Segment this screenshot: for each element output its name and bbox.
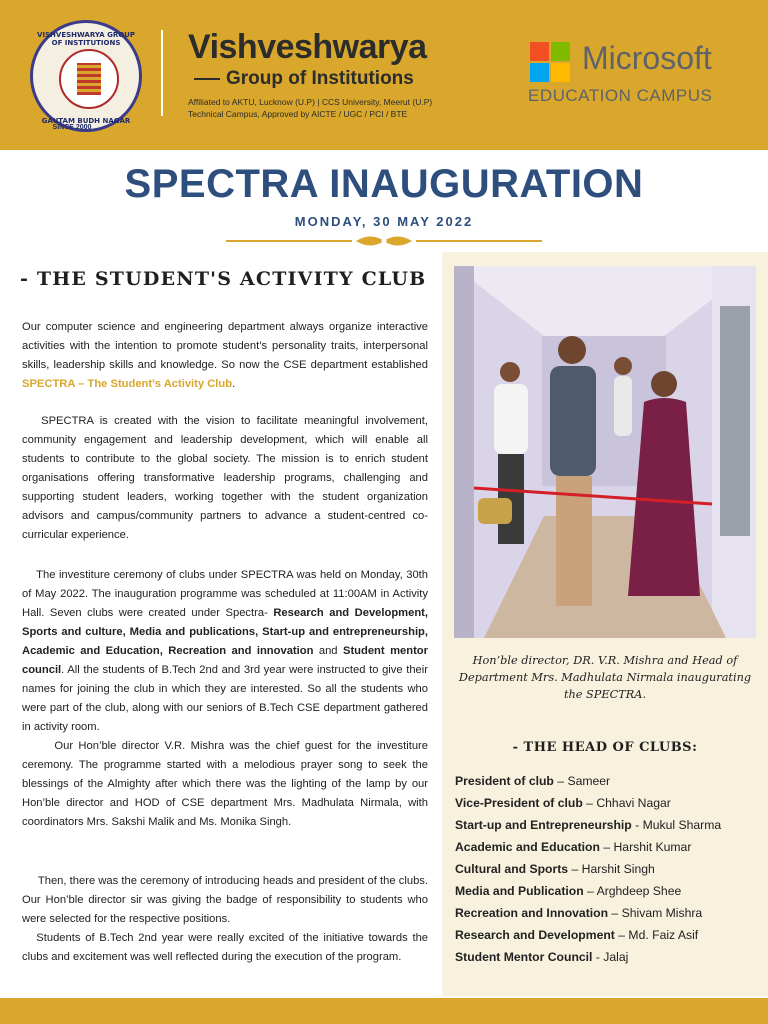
brand-subtitle: Group of Institutions: [226, 68, 414, 89]
heads-list: [455, 770, 765, 968]
head-role: President of club: [455, 774, 554, 788]
head-item: [455, 858, 765, 880]
heads-text-a: Then, there was the ceremony of introducing heads and president of the clubs. Our Hon’ble director sir was giving the badge of responsibility to students who were selected for the respective positions.: [22, 875, 429, 925]
seal-ring-bottom: GAUTAM BUDH NAGAR: [41, 117, 131, 125]
head-item: [455, 946, 765, 968]
ms-blue-square: [530, 63, 549, 82]
affiliation-line-2: Technical Campus, Approved by AICTE / UGC / PCI / BTE: [188, 109, 408, 119]
head-item: [455, 792, 765, 814]
ms-yellow-square: [551, 63, 570, 82]
head-sep: –: [568, 862, 582, 876]
head-item: [455, 924, 765, 946]
heads-heading: - THE HEAD OF CLUBS:: [512, 740, 698, 755]
affiliation-text: [188, 96, 478, 120]
section-heading: - THE STUDENT'S ACTIVITY CLUB: [20, 268, 427, 290]
photo-caption: Hon’ble director, DR. V.R. Mishra and Head of Department Mrs. Madhulata Nirmala inaugurating the SPECTRA.: [458, 654, 752, 701]
ceremony-text-and: and: [313, 645, 343, 657]
head-sep: -: [592, 950, 604, 964]
paragraph-intro: [22, 318, 428, 394]
head-role: Vice-President of club: [455, 796, 583, 810]
institution-seal-logo: [30, 20, 142, 132]
head-role: Media and Publication: [455, 884, 584, 898]
brand-subtitle-row: [188, 68, 464, 90]
seal-book-icon: [77, 63, 101, 95]
page-title: SPECTRA INAUGURATION: [124, 162, 644, 206]
paragraph-vision: [22, 412, 428, 545]
head-item: [455, 880, 765, 902]
intro-end: .: [232, 378, 236, 390]
head-name: Shivam Mishra: [621, 906, 703, 920]
head-sep: –: [583, 884, 597, 898]
head-name: Sameer: [567, 774, 611, 788]
microsoft-logo-icon: [530, 42, 570, 82]
head-sep: -: [631, 818, 643, 832]
head-sep: –: [553, 774, 568, 788]
mentor-council-bold: Student mentor council: [22, 645, 428, 676]
head-name: Chhavi Nagar: [596, 796, 671, 810]
head-sep: –: [614, 928, 629, 942]
head-name: Arghdeep Shee: [596, 884, 682, 898]
clubs-list-bold: Research and Development, Sports and culture, Media and publications, Start-up and entrepreneurship, Academic and Education, Recreation and innovation: [22, 607, 428, 657]
head-sep: –: [582, 796, 597, 810]
head-name: Jalaj: [603, 950, 629, 964]
paragraph-heads: [22, 872, 428, 967]
intro-text: Our computer science and engineering department always organize interactive activities with the intention to promote student’s personality traits, interpersonal skills, leadership skills and knowledge. So now the CSE department established: [22, 321, 428, 371]
head-role: Academic and Education: [455, 840, 600, 854]
head-name: Harshit Singh: [581, 862, 655, 876]
footer-band: [0, 998, 768, 1024]
partner-name: Microsoft: [582, 40, 712, 76]
title-ornament: [226, 234, 542, 248]
head-role: Start-up and Entrepreneurship: [455, 818, 632, 832]
head-item: [455, 902, 765, 924]
seal-since: SINCE 2000: [52, 124, 92, 131]
head-role: Research and Development: [455, 928, 615, 942]
paragraph-ceremony: [22, 566, 428, 832]
ceremony-text-d: Our Hon’ble director V.R. Mishra was the chief guest for the investiture ceremony. The programme started with a melodious prayer song to seek the blessings of the Almighty after which there was the lighting of the lamp by our Hon’ble director and HOD of CSE department Mrs. Madhulata Nirmala, with coordinators Mrs. Sakshi Malik and Ms. Monika Singh.: [22, 740, 428, 828]
head-item: [455, 814, 765, 836]
seal-ring-top: VISHVESHWARYA GROUP OF INSTITUTIONS: [36, 31, 135, 47]
head-role: Recreation and Innovation: [455, 906, 609, 920]
inauguration-photo: [454, 266, 756, 638]
head-item: [455, 836, 765, 858]
affiliation-line-1: Affiliated to AKTU, Lucknow (U.P) | CCS University, Meerut (U.P): [188, 97, 433, 107]
head-item: [455, 770, 765, 792]
header-divider: [161, 30, 163, 116]
heads-text-b: Students of B.Tech 2nd year were really excited of the initiative towards the clubs and excitement was well reflected during the execution of the program.: [22, 932, 429, 963]
vision-text: SPECTRA is created with the vision to facilitate meaningful involvement, community engagement and leadership development, which will enable all students to contribute to the global society. The mission is to enrich student organisations offering transformative leadership programs, challenging and supporting student leaders, working together with the student organization advisors and campus/community partners to advance a student-centred co-curricular experience.: [22, 415, 428, 541]
head-role: Cultural and Sports: [455, 862, 569, 876]
brand-title: Vishveshwarya: [188, 28, 427, 66]
head-name: Harshit Kumar: [613, 840, 692, 854]
head-sep: –: [599, 840, 614, 854]
ceremony-text-c: . All the students of B.Tech 2nd and 3rd year were instructed to give their names for joining the club in which they are interested. So all the students who were part of the club, along with our seniors of B.Tech CSE department gathered in activity room.: [22, 664, 428, 733]
ceremony-text-a: The investiture ceremony of clubs under SPECTRA was held on Monday, 30th of May 2022. The inauguration programme was scheduled at 11:00AM in Activity Hall. Seven clubs were created under Spectra-: [22, 569, 429, 619]
head-name: Md. Faiz Asif: [628, 928, 699, 942]
photo-illustration: [454, 266, 756, 638]
header-band: [0, 0, 768, 150]
partner-subtitle: EDUCATION CAMPUS: [528, 86, 713, 105]
head-name: Mukul Sharma: [642, 818, 722, 832]
head-role: Student Mentor Council: [455, 950, 593, 964]
ms-red-square: [530, 42, 549, 61]
head-sep: –: [608, 906, 622, 920]
event-date: MONDAY, 30 MAY 2022: [294, 214, 474, 229]
ms-green-square: [551, 42, 570, 61]
spectra-highlight: SPECTRA – The Student's Activity Club: [22, 378, 233, 390]
subtitle-rule-left: [194, 78, 220, 80]
